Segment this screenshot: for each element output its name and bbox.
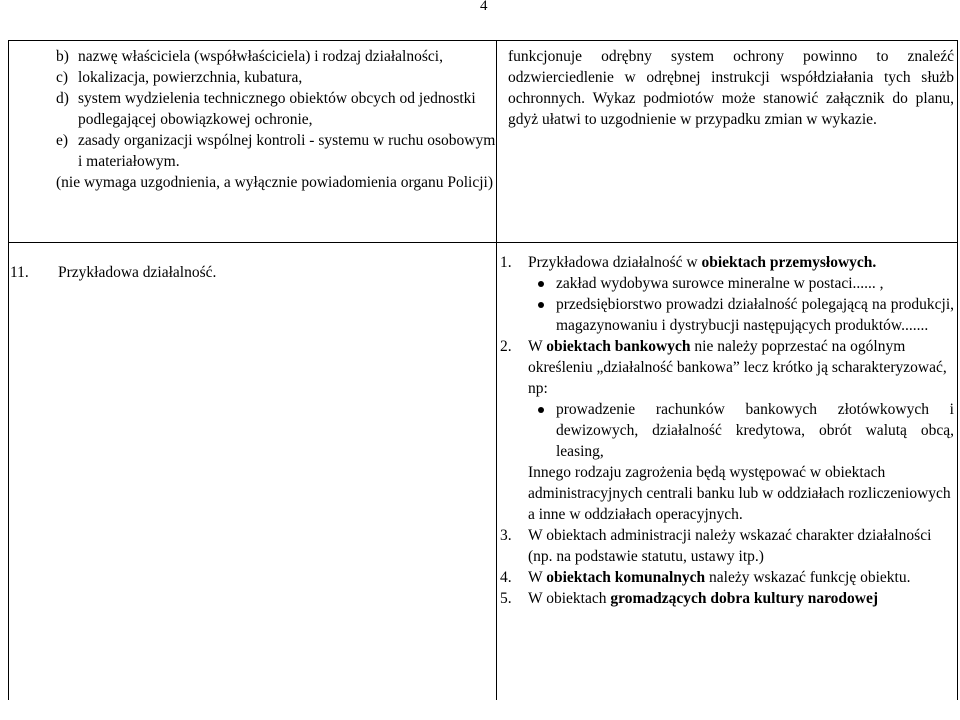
list-item-3 <box>500 525 954 567</box>
item-text: nazwę właściciela (współwłaściciela) i rodzaj działalności, <box>78 48 443 65</box>
list-item-1 <box>500 252 954 336</box>
bullet-icon <box>528 273 556 294</box>
list-item-5 <box>500 588 954 609</box>
bullet-text: przedsiębiorstwo prowadzi działalność polegającą na produkcji, magazynowaniu i dystrybucji następujących produktów....... <box>556 296 954 334</box>
page-number: 4 <box>480 0 488 14</box>
item-number: 1. <box>500 254 512 271</box>
table-top-border <box>8 40 958 41</box>
section-number: 11. <box>10 264 29 281</box>
item-text: W <box>528 569 547 586</box>
bullet-icon <box>528 399 556 462</box>
item-tag: c) <box>56 69 69 86</box>
bullet-text: prowadzenie rachunków bankowych złotówkowych i dewizowych, działalność kredytowa, obrót walutą obcą, leasing, <box>556 401 954 460</box>
list-item <box>56 67 500 88</box>
bullet-item <box>528 399 954 462</box>
item-bold-text: gromadzących dobra kultury narodowej <box>610 590 879 607</box>
list-item <box>56 46 500 67</box>
table-right-border <box>957 40 958 700</box>
item-text: W obiektach <box>528 590 611 607</box>
item-bold-text: obiektach komunalnych <box>546 569 706 586</box>
item-tag: b) <box>56 48 69 65</box>
bullet-item <box>528 273 954 294</box>
item-number: 3. <box>500 527 512 544</box>
list-item-2 <box>500 336 954 525</box>
item-text: nie należy poprzestać na ogólnym określeniu „działalność bankowa” lecz krótko ją scharakteryzować, np: <box>528 338 947 397</box>
item-text: lokalizacja, powierzchnia, kubatura, <box>78 69 303 86</box>
list-item <box>56 88 500 130</box>
item-tag: d) <box>56 90 69 107</box>
item-paragraph: Innego rodzaju zagrożenia będą występować w obiektach administracyjnych centrali banku lub w oddziałach rozliczeniowych a inne w oddziałach operacyjnych. <box>528 464 951 523</box>
item-text: system wydzielenia technicznego obiektów obcych od jednostki podlegającej obowiązkowej ochronie, <box>78 90 476 128</box>
bullet-item <box>528 294 954 336</box>
item-number: 4. <box>500 569 512 586</box>
item-bold-text: obiektach przemysłowych. <box>701 254 877 271</box>
left-top-cell <box>56 46 500 193</box>
item-tag: e) <box>56 132 69 149</box>
list-item-4 <box>500 567 954 588</box>
section-title: Przykładowa działalność. <box>58 264 217 281</box>
police-note: (nie wymaga uzgodnienia, a wyłącznie powiadomienia organu Policji) <box>56 174 494 191</box>
right-list <box>500 252 954 609</box>
right-intro: funkcjonuje odrębny system ochrony powinno to znaleźć odzwierciedlenie w odrębnej instrukcji współdziałania tych służb ochronnych. Wykaz podmiotów może stanowić załącznik do planu, gdyż ułatwi to uzgodnienie w przypadku zmian w wykazie. <box>508 48 954 128</box>
item-number: 2. <box>500 338 512 355</box>
item-number: 5. <box>500 590 512 607</box>
document-table <box>8 40 958 720</box>
item-text: zasady organizacji wspólnej kontroli - systemu w ruchu osobowym i materiałowym. <box>78 132 496 170</box>
section-heading <box>10 262 216 283</box>
item-bold-text: obiektach bankowych <box>546 338 691 355</box>
item-text: W <box>528 338 547 355</box>
table-left-border <box>8 40 9 700</box>
table-row-divider <box>8 242 958 243</box>
item-text: należy wskazać funkcję obiektu. <box>705 569 911 586</box>
bullet-icon <box>528 294 556 336</box>
bullet-text: zakład wydobywa surowce mineralne w postaci...... , <box>556 275 884 292</box>
list-item <box>56 130 500 172</box>
item-text: Przykładowa działalność w <box>528 254 702 271</box>
item-text: W obiektach administracji należy wskazać charakter działalności (np. na podstawie statutu, ustawy itp.) <box>528 527 932 565</box>
